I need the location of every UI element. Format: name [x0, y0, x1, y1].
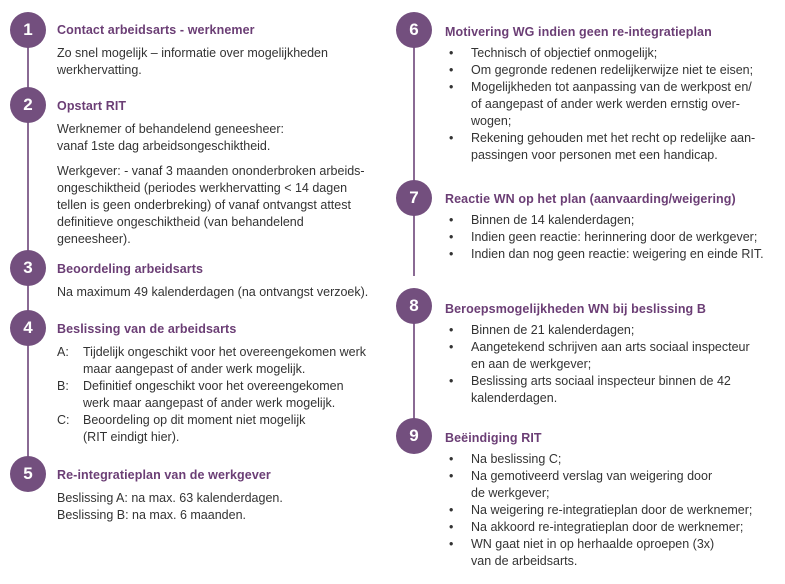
bullet-item [445, 229, 775, 246]
step-8-badge: 8 [396, 288, 432, 324]
bullet-line: • Mogelijkheden tot aanpassing van de werkpost en/ [471, 80, 752, 94]
bullet-item [445, 246, 775, 263]
step-4-option-c [57, 412, 387, 446]
step-7-title: Reactie WN op het plan (aanvaarding/weigering) [445, 192, 736, 206]
step-2-line: ongeschiktheid (periodes werkhervatting < 14 dagen [57, 181, 348, 195]
bullet-item [445, 322, 775, 339]
step-6-badge: 6 [396, 12, 432, 48]
bullet-line: passingen voor personen met een handicap. [471, 148, 718, 162]
bullet-item [445, 502, 780, 519]
step-1-title: Contact arbeidsarts - werknemer [57, 23, 255, 37]
step-2-line: tellen is geen onderbreking) of vanaf ontvangst attest [57, 198, 351, 212]
bullet-line: • Rekening gehouden met het recht op redelijke aan- [471, 131, 756, 145]
bullet-item [445, 79, 775, 130]
bullet-line: Technisch of objectief onmogelijk; [471, 46, 658, 60]
bullet-line: de werkgever; [471, 486, 550, 500]
bullet-line: • Beslissing arts sociaal inspecteur binnen de 42 [471, 374, 731, 388]
step-4-option-b [57, 378, 387, 412]
step-5-text [57, 490, 387, 524]
step-1-badge: 1 [10, 12, 46, 48]
step-8-bullets [445, 322, 775, 407]
option-letter: A: [57, 345, 69, 359]
step-1-line: werkhervatting. [57, 63, 142, 77]
step-5-line: Beslissing A: na max. 63 kalenderdagen. [57, 491, 283, 505]
step-9-badge: 9 [396, 418, 432, 454]
step-2-line: Werkgever: - vanaf 3 maanden ononderbroken arbeids- [57, 164, 365, 178]
bullet-line: en aan de werkgever; [471, 357, 592, 371]
timeline-line-right [413, 14, 415, 276]
bullet-line: Indien dan nog geen reactie: weigering en einde RIT. [471, 247, 764, 261]
step-7-badge: 7 [396, 180, 432, 216]
step-3-title: Beoordeling arbeidsarts [57, 262, 204, 276]
step-5-line: Beslissing B: na max. 6 maanden. [57, 508, 246, 522]
bullet-item [445, 212, 775, 229]
step-3-text [57, 284, 387, 301]
step-5-badge: 5 [10, 456, 46, 492]
step-3-line: Na maximum 49 kalenderdagen (na ontvangst verzoek). [57, 285, 369, 299]
bullet-line: Indien geen reactie: herinnering door de werkgever; [471, 230, 758, 244]
step-4-title: Beslissing van de arbeidsarts [57, 322, 237, 336]
step-2-line: Werknemer of behandelend geneesheer: [57, 122, 285, 136]
bullet-item [445, 468, 780, 502]
option-letter: C: [57, 413, 70, 427]
bullet-line: Na akkoord re-integratieplan door de werknemer; [471, 520, 744, 534]
step-6-title: Motivering WG indien geen re-integratieplan [445, 25, 712, 39]
option-line: Tijdelijk ongeschikt voor het overeengekomen werk [83, 345, 367, 359]
step-5-title: Re-integratieplan van de werkgever [57, 468, 271, 482]
option-line: werk maar aangepast of ander werk mogelijk. [83, 396, 336, 410]
step-2-line: definitieve ongeschiktheid (van behandelend [57, 215, 304, 229]
bullet-line: van de arbeidsarts. [471, 554, 578, 568]
option-letter: B: [57, 379, 69, 393]
step-1-line: Zo snel mogelijk – informatie over mogelijkheden [57, 46, 328, 60]
bullet-item [445, 519, 780, 536]
bullet-item [445, 373, 775, 407]
bullet-line: kalenderdagen. [471, 391, 558, 405]
bullet-line: of aangepast of ander werk werden ernstig over- [471, 97, 740, 111]
bullet-line: • WN gaat niet in op herhaalde oproepen (3x) [471, 537, 715, 551]
bullet-line: Na weigering re-integratieplan door de werknemer; [471, 503, 753, 517]
bullet-line: Binnen de 21 kalenderdagen; [471, 323, 635, 337]
option-line: Beoordeling op dit moment niet mogelijk [83, 413, 306, 427]
bullet-line: wogen; [471, 114, 512, 128]
bullet-item [445, 45, 775, 62]
step-9-bullets [445, 451, 780, 570]
bullet-item [445, 62, 775, 79]
bullet-item [445, 130, 775, 164]
option-line: (RIT eindigt hier). [83, 430, 180, 444]
step-8-title: Beroepsmogelijkheden WN bij beslissing B [445, 302, 706, 316]
step-4-badge: 4 [10, 310, 46, 346]
step-6-bullets [445, 45, 775, 164]
option-line: Definitief ongeschikt voor het overeengekomen [83, 379, 344, 393]
step-3-badge: 3 [10, 250, 46, 286]
step-4-option-a [57, 344, 387, 378]
bullet-line: Na beslissing C; [471, 452, 562, 466]
step-2-title: Opstart RIT [57, 99, 127, 113]
bullet-item [445, 536, 780, 570]
bullet-line: Om gegronde redenen redelijkerwijze niet te eisen; [471, 63, 754, 77]
step-9-title: Beëindiging RIT [445, 431, 542, 445]
bullet-item [445, 339, 775, 373]
bullet-line: Binnen de 14 kalenderdagen; [471, 213, 635, 227]
option-line: maar aangepast of ander werk mogelijk. [83, 362, 306, 376]
step-2-line: vanaf 1ste dag arbeidsongeschiktheid. [57, 139, 271, 153]
bullet-item [445, 451, 780, 468]
step-2-line: geneesheer). [57, 232, 131, 246]
bullet-line: • Aangetekend schrijven aan arts sociaal inspecteur [471, 340, 750, 354]
step-2-badge: 2 [10, 87, 46, 123]
step-2-text-employer [57, 163, 387, 248]
bullet-line: • Na gemotiveerd verslag van weigering door [471, 469, 713, 483]
step-2-text-employee [57, 121, 387, 155]
step-1-text [57, 45, 387, 79]
step-4-options [57, 344, 387, 446]
step-7-bullets [445, 212, 775, 263]
